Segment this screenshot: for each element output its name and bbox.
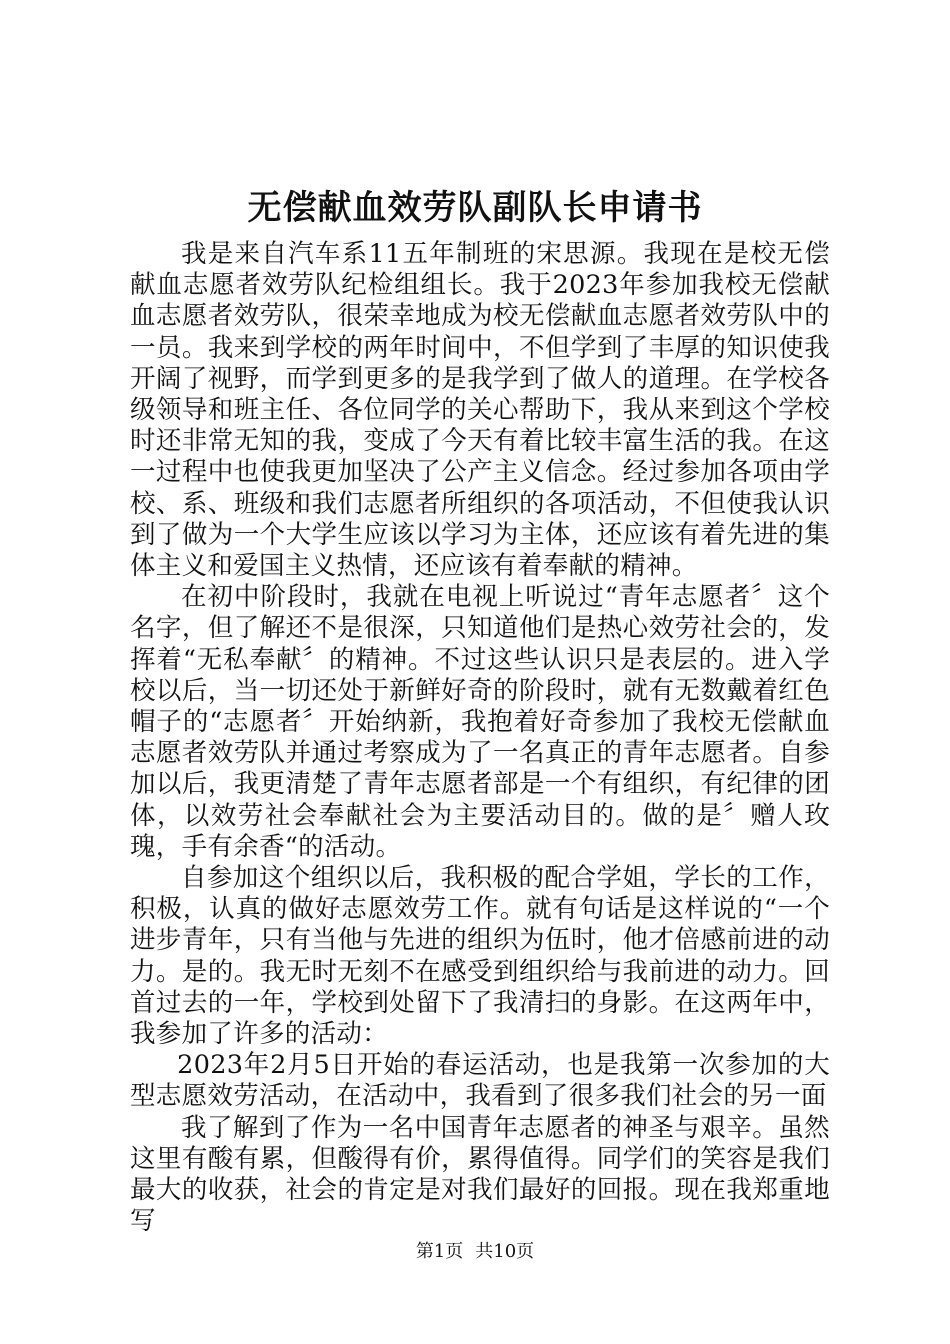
paragraph-3: 自参加这个组织以后，我积极的配合学姐，学长的工作，积极，认真的做好志愿效劳工作。就有句话是这样说的“一个进步青年，只有当他与先进的组织为伍时，他才倍感前进的动力。是的。我无时无刻不在感受到组织给与我前进的动力。回首过去的一年，学校到处留下了我清扫的身影。在这两年中，我参加了许多的活动： [130,863,830,1050]
page-total: 共10页 [475,1241,535,1262]
document-title: 无偿献血效劳队副队长申请书 [247,188,703,228]
document-body [130,239,830,1238]
page-number: 第1页 [415,1241,464,1262]
paragraph-5: 我了解到了作为一名中国青年志愿者的神圣与艰辛。虽然这里有酸有累，但酸得有价，累得值得。同学们的笑容是我们最大的收获，社会的肯定是对我们最好的回报。现在我郑重地写 [130,1112,830,1237]
paragraph-4: 2023年2月5日开始的春运活动，也是我第一次参加的大型志愿效劳活动，在活动中，我看到了很多我们社会的另一面 [130,1050,830,1112]
page-footer [0,1240,950,1264]
paragraph-2: 在初中阶段时，我就在电视上听说过“青年志愿者〞这个名字，但了解还不是很深，只知道他们是热心效劳社会的，发挥着“无私奉献〞的精神。不过这些认识只是表层的。进入学校以后，当一切还处于新鲜好奇的阶段时，就有无数戴着红色帽子的“志愿者〞开始纳新，我抱着好奇参加了我校无偿献血志愿者效劳队并通过考察成为了一名真正的青年志愿者。自参加以后，我更清楚了青年志愿者部是一个有组织，有纪律的团体，以效劳社会奉献社会为主要活动目的。做的是〞赠人玫瑰，手有余香“的活动。 [130,582,830,862]
paragraph-1: 我是来自汽车系11五年制班的宋思源。我现在是校无偿献血志愿者效劳队纪检组组长。我于2023年参加我校无偿献血志愿者效劳队，很荣幸地成为校无偿献血志愿者效劳队中的一员。我来到学校的两年时间中，不但学到了丰厚的知识使我开阔了视野，而学到更多的是我学到了做人的道理。在学校各级领导和班主任、各位同学的关心帮助下，我从来到这个学校时还非常无知的我，变成了今天有着比较丰富生活的我。在这一过程中也使我更加坚决了公产主义信念。经过参加各项由学校、系、班级和我们志愿者所组织的各项活动，不但使我认识到了做为一个大学生应该以学习为主体，还应该有着先进的集体主义和爱国主义热情，还应该有着奉献的精神。 [130,239,830,582]
